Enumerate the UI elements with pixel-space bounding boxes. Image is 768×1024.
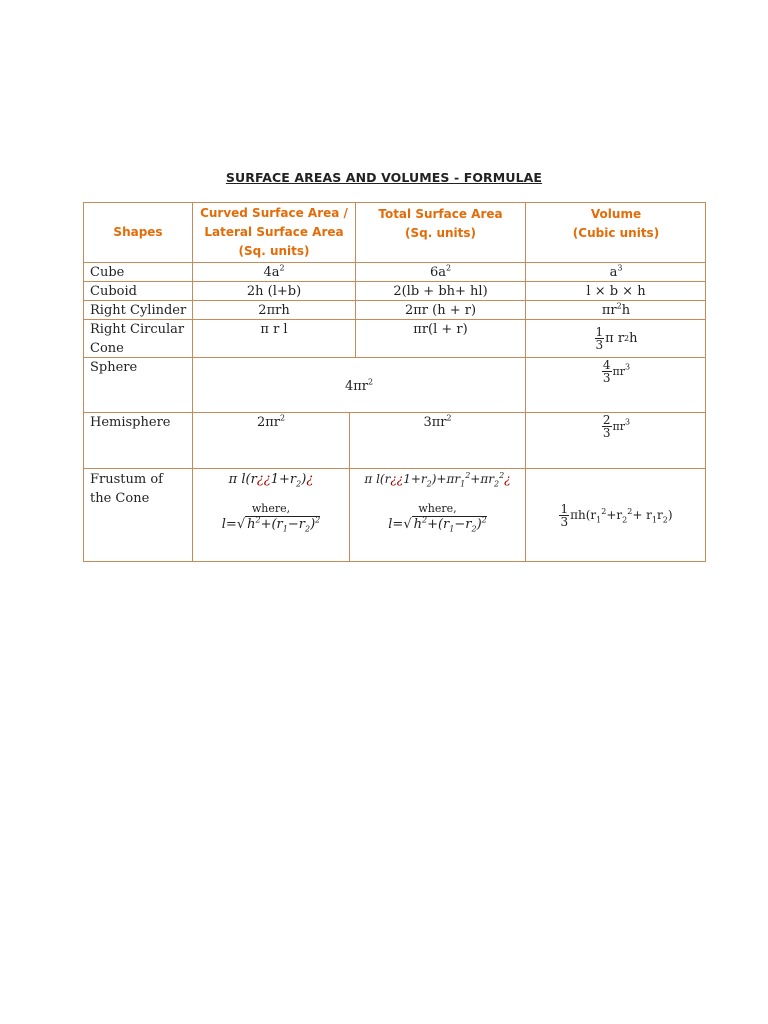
hemi-tsa-exp: 2 [446,413,452,423]
row-cube-volume [525,262,706,281]
frustum-csa-formula [193,470,349,489]
f-tsa-slant-d: −r [454,517,472,532]
f-tsa-slant-b: h [413,517,422,532]
f-csa-b: (r [245,472,257,487]
f-tsa-slant-exp1: 2 [421,515,428,525]
frustum-csa-where: where, [251,502,291,515]
header-csa-line1: Curved Surface Area / [200,206,348,220]
f-vol-a: πh(r [570,508,597,522]
f-tsa-f: +πr [470,472,494,486]
row-cone-tsa: πr(l + r) [355,319,525,357]
frustum-name-line2: the Cone [90,491,150,506]
hemi-tsa-text: 3πr [423,415,447,430]
header-volume [525,202,706,262]
row-cube-csa [192,262,355,281]
sphere-surface-text: 4πr [344,378,368,394]
row-sphere-volume [525,357,706,412]
f-csa-slant-a: l=√ [221,517,246,532]
hemi-csa-exp: 2 [279,413,286,423]
row-hemisphere-tsa [349,412,525,468]
f-tsa-slant-a: l=√ [388,517,412,532]
hemi-csa-text: 2πr [256,415,280,430]
f-tsa-sub3: 2 [493,479,500,489]
header-csa [192,202,355,262]
sphere-vol-num: 4 [602,358,611,372]
row-frustum-csa [192,468,349,562]
f-tsa-sub1: 2 [426,479,432,489]
f-vol-sub2: 2 [622,515,628,525]
page-title: SURFACE AREAS AND VOLUMES - FORMULAE [225,170,543,185]
row-cylinder-volume [525,300,706,319]
f-vol-e: ) [667,508,673,522]
f-vol-exp2: 2 [627,507,633,516]
header-csa-line2: Lateral Surface Area [204,225,344,239]
row-cuboid-tsa: 2(lb + bh+ hl) [355,281,525,300]
header-csa-line3: (Sq. units) [238,244,310,258]
f-vol-sub3: 1 [651,515,658,525]
frustum-vol-formula [559,503,672,528]
frustum-csa-slant [193,515,349,535]
row-cone-volume: $\frac{1}{3}$ π r 2 h [525,319,706,357]
f-tsa-d: 1+r [403,472,427,486]
f-vol-c: + r [632,508,652,522]
row-cuboid-volume: l × b × h [525,281,706,300]
f-csa-f: ¿ [306,472,314,487]
row-hemisphere-csa [192,412,349,468]
f-csa-sub: 2 [296,479,302,489]
f-vol-exp1: 2 [601,507,607,516]
header-tsa-line2: (Sq. units) [404,226,476,240]
f-csa-slant-e: ) [310,517,316,532]
cone-vol-fraction [595,326,605,351]
f-tsa-exp2: 2 [499,471,505,480]
f-tsa-slant-radicand [412,516,487,532]
row-cylinder-csa: 2πrh [192,300,355,319]
row-cylinder-tsa: 2πr (h + r) [355,300,525,319]
row-cuboid-csa: 2h (l+b) [192,281,355,300]
f-csa-d: 1+r [270,472,297,487]
cone-vol-a: π r [605,331,625,346]
row-frustum-name [83,468,192,562]
f-vol-b: +r [606,508,623,522]
f-vol-sub1: 1 [596,515,602,525]
frustum-name-line1: Frustum of [90,472,163,487]
row-cube-name: Cube [83,262,192,281]
sphere-surface-exp: 2 [367,377,374,387]
cube-vol-text: a [609,265,618,280]
cube-csa-exp: 2 [279,263,285,273]
f-csa-slant-sub2: 2 [304,524,311,534]
hemi-vol-exp: 3 [625,417,631,427]
frustum-vol-num: 1 [560,502,569,516]
sphere-vol-fraction [602,359,612,384]
formula-table [83,202,706,562]
header-volume-line1: Volume [590,207,642,221]
f-tsa-c: ¿¿ [390,472,404,486]
header-shapes-label: Shapes [113,225,163,239]
row-sphere-name: Sphere [83,357,192,412]
f-tsa-a: π l [364,472,380,486]
cube-tsa-exp: 2 [445,263,452,273]
f-vol-sub4: 2 [662,515,668,525]
hemi-vol-num: 2 [602,413,611,427]
row-frustum-volume [525,468,706,562]
f-tsa-slant-sub2: 2 [471,524,477,534]
cube-vol-exp: 3 [617,263,623,273]
sphere-vol-den: 3 [602,371,611,385]
hemi-vol-den: 3 [602,426,611,440]
row-cylinder-name: Right Cylinder [83,300,192,319]
f-csa-slant-exp2: 2 [315,515,321,525]
cube-csa-text: 4a [263,265,280,280]
header-tsa-line1: Total Surface Area [378,207,503,221]
f-tsa-g: ¿ [504,472,511,486]
f-tsa-slant-exp2: 2 [481,515,487,525]
f-csa-slant-c: +(r [260,517,283,532]
header-volume-line2: (Cubic units) [572,226,660,240]
frustum-vol-den: 3 [560,515,569,529]
hemi-vol-formula [526,413,706,439]
cone-vol-num: 1 [595,325,604,339]
f-csa-c: ¿¿ [256,472,271,487]
cone-vol-den: 3 [595,338,604,352]
f-vol-d: r [657,508,663,522]
row-cuboid-name: Cuboid [83,281,192,300]
sphere-surface-formula [345,377,373,396]
f-tsa-exp1: 2 [465,471,471,480]
f-csa-e: ) [301,472,307,487]
cone-vol-b: h [629,331,638,346]
f-csa-slant-exp1: 2 [255,515,261,525]
header-shapes [83,202,192,262]
sphere-vol-formula [526,358,706,384]
f-tsa-sub2: 1 [460,479,466,489]
cone-name-line1: Right Circular [90,322,185,337]
f-csa-slant-radicand [245,516,320,532]
row-hemisphere-volume [525,412,706,468]
f-tsa-b: (r [379,472,391,486]
hemi-vol-fraction [602,414,612,439]
row-sphere-surface [192,357,525,412]
cyl-vol-a: πr [601,303,617,318]
row-hemisphere-name: Hemisphere [83,412,192,468]
sphere-vol-exp: 3 [625,362,631,372]
f-tsa-slant-c: +(r [427,517,450,532]
f-csa-slant-b: h [247,517,256,532]
row-cone-csa: π r l [192,319,355,357]
f-csa-slant-sub1: 1 [282,524,288,534]
sphere-vol-a: πr [612,365,626,378]
cyl-vol-exp: 2 [616,301,622,311]
frustum-tsa-slant [350,515,525,535]
row-cone-name [83,319,192,357]
f-tsa-slant-e: ) [476,517,482,532]
cone-name-line2: Cone [90,341,124,356]
frustum-tsa-where: where, [418,502,457,515]
f-csa-slant-d: −r [287,517,305,532]
cube-tsa-text: 6a [429,265,446,280]
cyl-vol-b: h [621,303,631,318]
frustum-tsa-formula [350,470,525,489]
row-frustum-tsa [349,468,525,562]
row-cube-tsa [355,262,525,281]
f-csa-a: π l [228,472,246,487]
frustum-vol-fraction [559,503,569,528]
f-tsa-slant-sub1: 1 [449,524,455,534]
f-tsa-e: )+πr [431,472,461,486]
hemi-vol-a: πr [612,420,626,433]
header-tsa [355,202,525,262]
